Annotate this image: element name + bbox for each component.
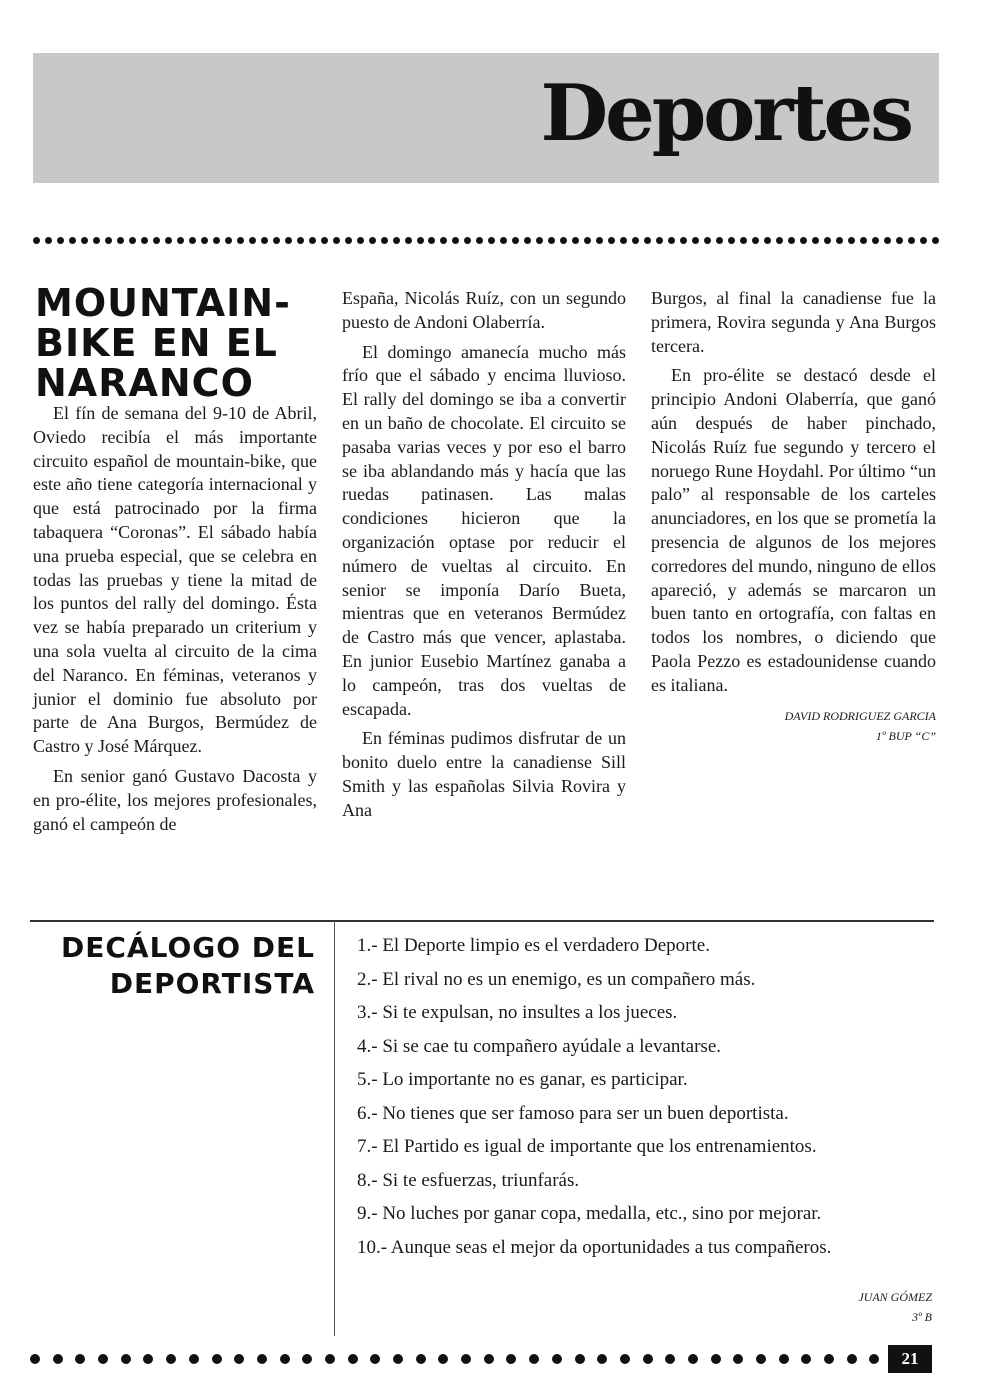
divider-dot [596,237,603,244]
divider-dot [438,1354,448,1364]
divider-dot [668,237,675,244]
divider-dot [740,237,747,244]
divider-dot [75,1354,85,1364]
divider-dot [896,237,903,244]
divider-dot [81,237,88,244]
divider-dot [632,237,639,244]
article-paragraph: El fín de semana del 9-10 de Abril, Oviedo recibía el más importante circuito español de mountain-bike, que este año tiene categoría internacional y que está patrocinado por la firma tabaquera “Coronas”. El sábado había una prueba especial, que se celebra en todas las pruebas y tiene la mitad de los puntos del rally del domingo. Ésta vez se había preparado un criterium y una sola vuelta al circuito de la cima del Naranco. En féminas, veteranos y junior el dominio fue absoluto por parte de Ana Burgos, Bermúdez de Castro y José Márquez. [33,403,317,757]
article-paragraph: En féminas pudimos disfrutar de un bonito duelo entre la canadiense Sill Smith y las españolas Silvia Rovira y Ana [342,728,626,820]
divider-dot [688,1354,698,1364]
divider-dot [932,237,939,244]
rule-item: 7.- El Partido es igual de importante que los entrenamientos. [357,1136,817,1157]
rule-item: 1.- El Deporte limpio es el verdadero Deporte. [357,935,710,956]
divider-dot [575,1354,585,1364]
divider-dot [225,237,232,244]
divider-dot [357,237,364,244]
divider-dot [297,237,304,244]
byline-class: 3º B [911,1310,932,1324]
divider-dot [393,1354,403,1364]
article-heading-line: BIKE EN EL [35,321,278,365]
divider-dot [620,237,627,244]
divider-dot [45,237,52,244]
divider-dot [512,237,519,244]
divider-dot [93,237,100,244]
divider-dot [506,1354,516,1364]
divider-dot [98,1354,108,1364]
divider-dot [345,237,352,244]
byline-class: 1º BUP “C” [875,728,936,743]
byline-author: JUAN GÓMEZ [858,1290,932,1304]
divider-dot [716,237,723,244]
section-header-band [33,53,939,183]
divider-dot [764,237,771,244]
divider-dot [69,237,76,244]
divider-dot [884,237,891,244]
divider-dot [189,237,196,244]
divider-dot [484,1354,494,1364]
divider-dot [141,237,148,244]
article-heading [35,283,325,403]
divider-dot [836,237,843,244]
article-heading-line: MOUNTAIN- [35,281,291,325]
divider-dot [393,237,400,244]
divider-dot [280,1354,290,1364]
divider-dot [643,1354,653,1364]
divider-dot [321,237,328,244]
article-paragraph: España, Nicolás Ruíz, con un segundo puesto de Andoni Olaberría. [342,288,626,332]
divider-dot [30,1354,40,1364]
rule-item: 8.- Si te esfuerzas, triunfarás. [357,1169,580,1191]
divider-dot [908,237,915,244]
divider-dot [325,1354,335,1364]
divider-dot [824,1354,834,1364]
divider-dot [201,237,208,244]
divider-dot [416,1354,426,1364]
divider-dot [117,237,124,244]
decalogo-heading-line: DEPORTISTA [109,967,315,1000]
divider-dot [257,1354,267,1364]
article-column-2 [342,287,626,829]
divider-dot [704,237,711,244]
divider-dot [370,1354,380,1364]
rule-item: 4.- Si se cae tu compañero ayúdale a levantarse. [357,1035,722,1057]
divider-dot [177,237,184,244]
divider-dot [461,1354,471,1364]
divider-dot [812,237,819,244]
divider-dot [552,1354,562,1364]
article-paragraph: En senior ganó Gustavo Dacosta y en pro-élite, los mejores profesionales, ganó el campeón de [33,765,317,834]
divider-dot [189,1354,199,1364]
divider-dot [584,237,591,244]
divider-dot [524,237,531,244]
article-column-1 [33,402,317,842]
divider-dot [656,237,663,244]
divider-dot [800,237,807,244]
divider-dot [872,237,879,244]
divider-dot [756,1354,766,1364]
divider-dot [121,1354,131,1364]
divider-dot [129,237,136,244]
divider-dot [536,237,543,244]
divider-dot [213,237,220,244]
rule-item: 3.- Si te expulsan, no insultes a los jueces. [357,1002,678,1023]
divider-dot [848,237,855,244]
divider-dot [273,237,280,244]
divider-dot [860,237,867,244]
page-number: 21 [888,1345,932,1373]
divider-dot [57,237,64,244]
divider-dot [692,237,699,244]
divider-dot [920,237,927,244]
divider-dot [249,237,256,244]
divider-dot [597,1354,607,1364]
divider-dot [476,237,483,244]
divider-dot [728,237,735,244]
divider-dot [560,237,567,244]
rule-item: 9.- No luches por ganar copa, medalla, etc., sino por mejorar. [357,1203,822,1224]
divider-dot [488,237,495,244]
divider-dot [500,237,507,244]
divider-dot [333,237,340,244]
divider-dot [309,237,316,244]
decalogo-byline [858,1287,932,1327]
divider-dot [779,1354,789,1364]
divider-dot [620,1354,630,1364]
article-paragraph: El domingo amanecía mucho más frío que el sábado y encima lluvioso. El rally del domingo se iba a convertir en un baño de chocolate. El circuito se pasaba varias veces y por eso el barro se iba ablandando más y hacía que las ruedas patinasen. Las malas condiciones hicieron que la organización optase por reducir el número de vueltas al circuito. En senior se imponía Darío Bueta, mientras que en veteranos Bermúdez de Castro más que vencer, aplastaba. En junior Eusebio Martínez ganaba a lo campeón, tras dos vueltas de escapada. [342,341,626,719]
divider-dot [824,237,831,244]
column-divider-line [334,921,335,1336]
bottom-dot-divider [30,1353,880,1365]
divider-dot [234,1354,244,1364]
divider-dot [348,1354,358,1364]
decalogo-heading [30,930,315,1002]
decalogo-heading-line: DECÁLOGO DEL [61,931,315,964]
divider-dot [572,237,579,244]
divider-dot [212,1354,222,1364]
divider-dot [165,237,172,244]
divider-dot [417,237,424,244]
divider-dot [166,1354,176,1364]
divider-dot [548,237,555,244]
rule-item: 6.- No tienes que ser famoso para ser un buen deportista. [357,1102,789,1124]
article-paragraph: En pro-élite se destacó desde el principio Andoni Olaberría, que ganó aún después de haber pinchado, Nicolás Ruíz fue segundo y tercero el noruego Rune Hoydahl. Por último “un palo” al responsable de los carteles anunciadores, en los que se prometía la presencia de algunos de los mejores corredores del mundo, ninguno de ellos apareció, y además se marcaron un buen tanto en ortografía, con faltas en todos los nombres, o diciendo que Paola Pezzo es estadounidense cuando es italiana. [651,365,936,695]
divider-dot [801,1354,811,1364]
section-divider-line [30,920,934,922]
divider-dot [153,237,160,244]
byline-author: DAVID RODRIGUEZ GARCIA [784,708,936,723]
rule-item: 2.- El rival no es un enemigo, es un compañero más. [357,968,756,990]
divider-dot [452,237,459,244]
section-title: Deportes [540,68,911,159]
divider-dot [529,1354,539,1364]
article-byline [651,706,936,746]
divider-dot [847,1354,857,1364]
decalogo-rules-list [357,929,927,1264]
divider-dot [680,237,687,244]
divider-dot [285,237,292,244]
divider-dot [381,237,388,244]
divider-dot [644,237,651,244]
divider-dot [237,237,244,244]
article-heading-line: NARANCO [35,361,254,405]
top-dot-divider [33,234,939,246]
divider-dot [665,1354,675,1364]
divider-dot [143,1354,153,1364]
divider-dot [776,237,783,244]
divider-dot [464,237,471,244]
divider-dot [405,237,412,244]
divider-dot [105,237,112,244]
divider-dot [752,237,759,244]
rule-item: 5.- Lo importante no es ganar, es participar. [357,1069,688,1090]
rule-item: 10.- Aunque seas el mejor da oportunidades a tus compañeros. [357,1236,832,1258]
divider-dot [440,237,447,244]
divider-dot [53,1354,63,1364]
divider-dot [302,1354,312,1364]
divider-dot [608,237,615,244]
divider-dot [369,237,376,244]
article-column-3 [651,287,936,746]
divider-dot [733,1354,743,1364]
divider-dot [711,1354,721,1364]
divider-dot [428,237,435,244]
article-paragraph: Burgos, al final la canadiense fue la primera, Rovira segunda y Ana Burgos tercera. [651,288,936,356]
divider-dot [261,237,268,244]
divider-dot [788,237,795,244]
divider-dot [33,237,40,244]
divider-dot [869,1354,879,1364]
